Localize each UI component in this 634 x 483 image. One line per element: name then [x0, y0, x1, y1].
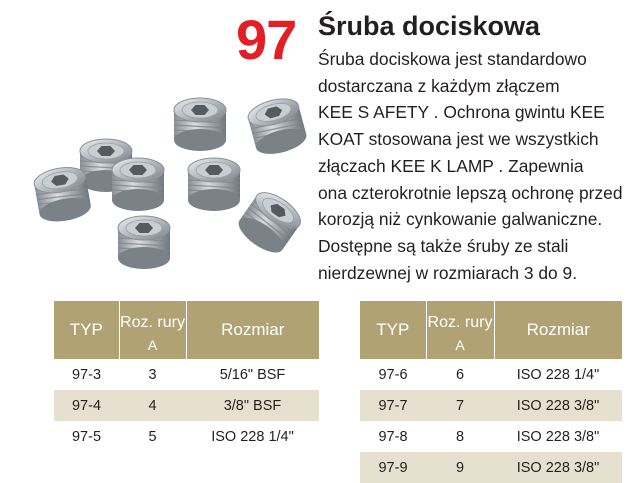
column-header-rozmiar: Rozmiar	[494, 301, 622, 359]
description-line: Śruba dociskowa jest standardowo	[318, 49, 587, 69]
cell-a: 8	[455, 428, 465, 445]
column-header-typ: TYP	[54, 301, 119, 359]
cell-typ: 97-4	[54, 390, 119, 421]
product-number: 97	[236, 8, 297, 71]
table-row	[360, 359, 622, 390]
description-line: ona czterokrotnie lepszą ochronę przed	[318, 182, 623, 203]
cell-typ: 97-9	[360, 452, 426, 483]
cell-rozmiar: ISO 228 3/8"	[494, 452, 622, 483]
product-description	[318, 46, 630, 286]
cell-a: 6	[455, 366, 465, 383]
table-row	[54, 359, 319, 390]
cell-a: 9	[426, 452, 494, 483]
cell-typ: 97-6	[378, 366, 408, 383]
column-header-roz-rury: Roz. rury	[119, 301, 186, 331]
column-header-typ: TYP	[360, 301, 426, 359]
screw-image	[32, 164, 92, 225]
screw-image	[174, 98, 226, 151]
cell-typ: 97-5	[71, 428, 102, 445]
cell-rozmiar: 5/16" BSF	[219, 366, 286, 383]
cell-typ: 97-3	[71, 366, 102, 383]
cell-rozmiar: ISO 228 1/4"	[516, 366, 600, 383]
cell-typ: 97-8	[378, 428, 408, 445]
screw-image	[188, 158, 240, 211]
description-line: nierdzewnej w rozmiarach 3 do 9.	[318, 262, 578, 283]
description-line: korozją niż cynkowanie galwaniczne.	[318, 209, 603, 230]
table-row	[360, 421, 622, 452]
screw-image	[118, 216, 170, 269]
description-line: złączach KEE K LAMP . Zapewnia	[318, 155, 584, 176]
screw-image	[245, 94, 309, 159]
table-row	[54, 421, 319, 452]
product-title: Śruba dociskowa	[318, 11, 541, 41]
cell-rozmiar: 3/8" BSF	[186, 390, 319, 421]
column-header-a: A	[119, 331, 186, 359]
cell-a: 7	[426, 390, 494, 421]
table-row	[360, 452, 622, 483]
column-header-rozmiar: Rozmiar	[186, 301, 319, 359]
table-row	[360, 390, 622, 421]
set-screws-photo	[30, 88, 320, 288]
cell-a: 4	[119, 390, 186, 421]
table-row	[54, 390, 319, 421]
cell-a: 3	[148, 366, 157, 383]
screw-image	[233, 186, 306, 259]
cell-rozmiar: ISO 228 1/4"	[211, 428, 294, 445]
description-line: dostarczana z każdym złączem	[318, 75, 560, 96]
screw-image	[112, 158, 164, 211]
size-table-right	[360, 301, 622, 483]
description-line: KOAT stosowana jest we wszystkich	[318, 129, 599, 150]
cell-rozmiar: ISO 228 3/8"	[494, 390, 622, 421]
column-header-a: A	[426, 331, 494, 359]
size-table-left	[54, 301, 319, 452]
description-line: KEE S AFETY . Ochrona gwintu KEE	[318, 102, 605, 123]
description-line: Dostępne są także śruby ze stali	[318, 235, 569, 256]
cell-typ: 97-7	[360, 390, 426, 421]
cell-a: 5	[148, 428, 157, 445]
cell-rozmiar: ISO 228 3/8"	[516, 428, 600, 445]
column-header-roz-rury: Roz. rury	[426, 301, 494, 331]
